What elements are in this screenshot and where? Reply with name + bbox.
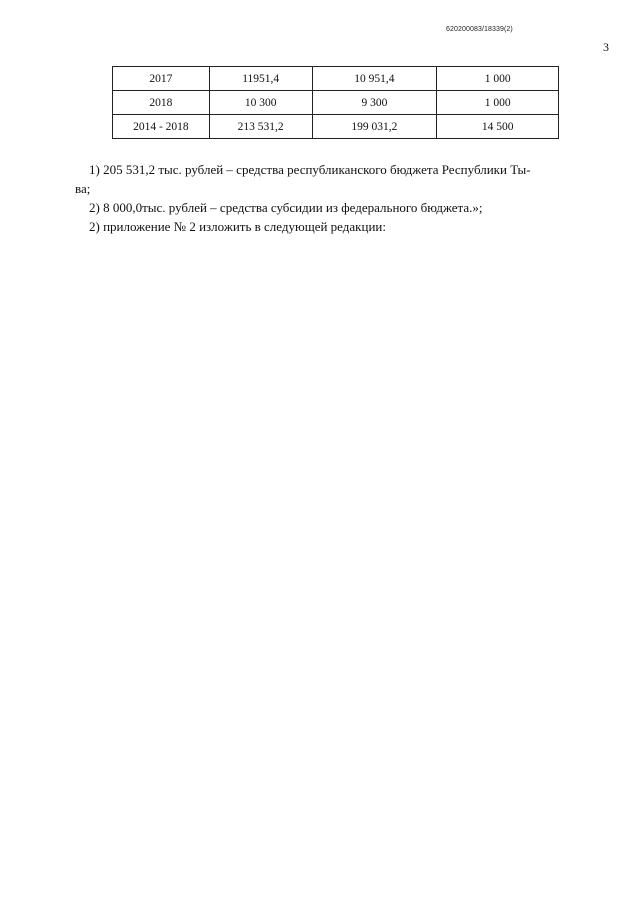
table-cell-year: 2018 — [113, 91, 210, 115]
table-cell-total: 10 300 — [209, 91, 312, 115]
funding-table — [112, 66, 559, 139]
paragraph-republican-funds-continuation: ва; — [75, 181, 91, 196]
paragraph-appendix-amendment: 2) приложение № 2 изложить в следующей редакции: — [89, 219, 386, 234]
table-cell-republican-budget: 10 951,4 — [312, 67, 437, 91]
table-cell-republican-budget: 9 300 — [312, 91, 437, 115]
table-cell-republican-budget: 199 031,2 — [312, 115, 437, 139]
table-cell-federal-subsidy: 1 000 — [437, 91, 559, 115]
document-id: 620200083/18339(2) — [446, 26, 513, 33]
table-cell-federal-subsidy: 1 000 — [437, 67, 559, 91]
table-row — [113, 91, 559, 115]
table-cell-federal-subsidy: 14 500 — [437, 115, 559, 139]
paragraph-federal-subsidy: 2) 8 000,0тыс. рублей – средства субсидии из федерального бюджета.»; — [89, 200, 483, 215]
table-row — [113, 115, 559, 139]
table-cell-total: 213 531,2 — [209, 115, 312, 139]
table-cell-year: 2014 - 2018 — [113, 115, 210, 139]
table-cell-total: 11951,4 — [209, 67, 312, 91]
document-body — [75, 160, 561, 236]
page-number: 3 — [603, 40, 609, 54]
table-row — [113, 67, 559, 91]
table-cell-year: 2017 — [113, 67, 210, 91]
paragraph-republican-funds: 1) 205 531,2 тыс. рублей – средства республиканского бюджета Республики Ты- — [89, 162, 531, 177]
